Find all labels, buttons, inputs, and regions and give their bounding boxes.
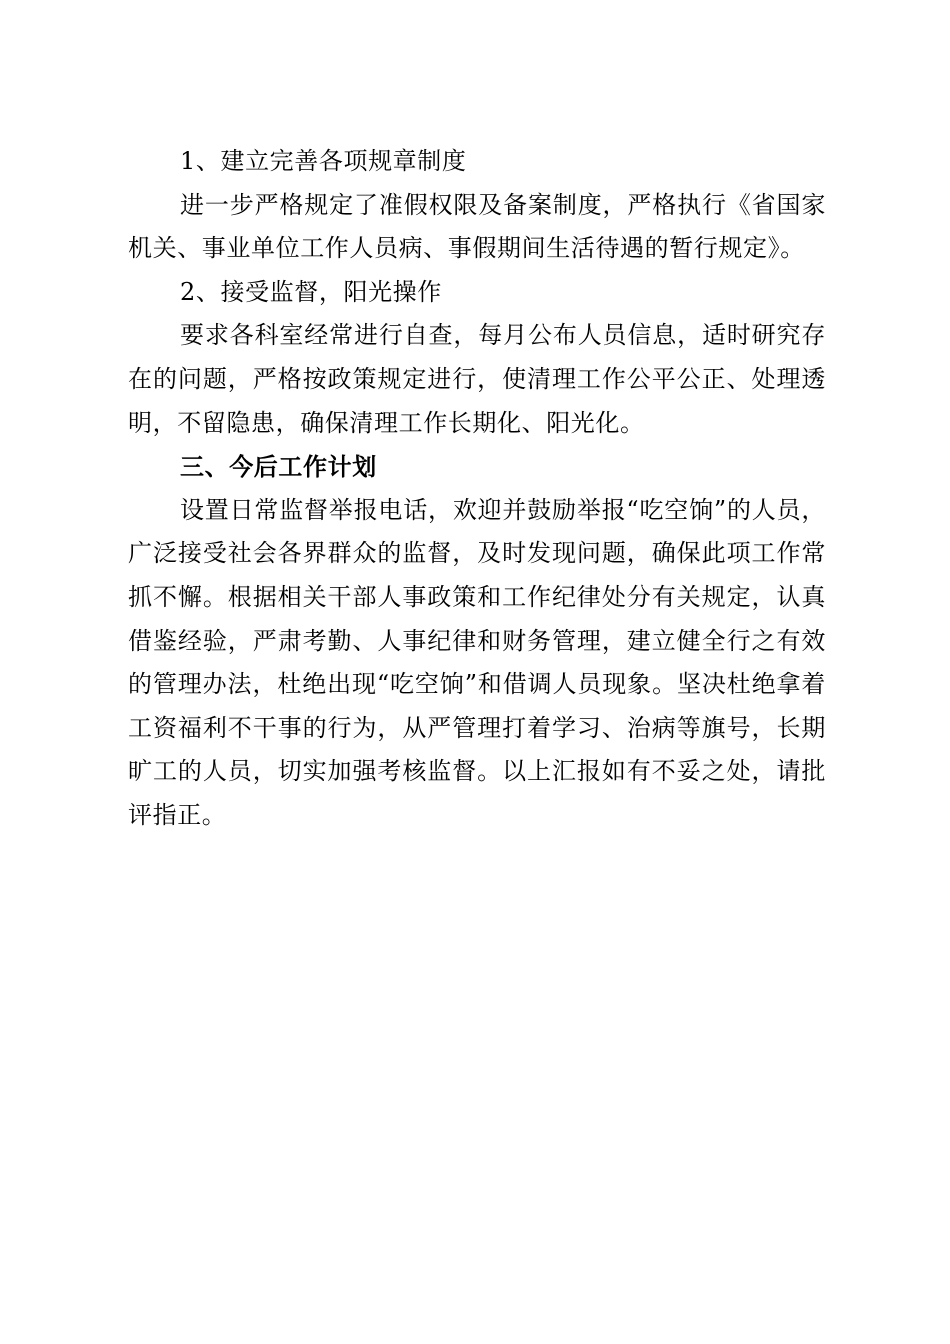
paragraph-future-plan: 设置日常监督举报电话，欢迎并鼓励举报“吃空饷”的人员，广泛接受社会各界群众的监督，及时发现问题，确保此项工作常抓不懈。根据相关干部人事政策和工作纪律处分有关规定，认真借鉴经验，严肃考勤、人事纪律和财务管理，建立健全行之有效的管理办法，杜绝出现“吃空饷”和借调人员现象。坚决杜绝拿着工资福利不干事的行为，从严管理打着学习、治病等旗号，长期旷工的人员，切实加强考核监督。以上汇报如有不妥之处，请批评指正。 [128, 495, 826, 829]
paragraph-self-inspection: 要求各科室经常进行自查，每月公布人员信息，适时研究存在的问题，严格按政策规定进行，使清理工作公平公正、处理透明，不留隐患，确保清理工作长期化、阳光化。 [128, 321, 826, 437]
paragraph-leave-rules: 进一步严格规定了准假权限及备案制度，严格执行《省国家机关、事业单位工作人员病、事假期间生活待遇的暂行规定》。 [128, 190, 826, 263]
section-heading-future-plan: 三、今后工作计划 [180, 452, 377, 482]
document-body [128, 140, 826, 838]
subheading-supervision: 2、接受监督，阳光操作 [180, 277, 442, 306]
subheading-regulations: 1、建立完善各项规章制度 [180, 147, 467, 175]
